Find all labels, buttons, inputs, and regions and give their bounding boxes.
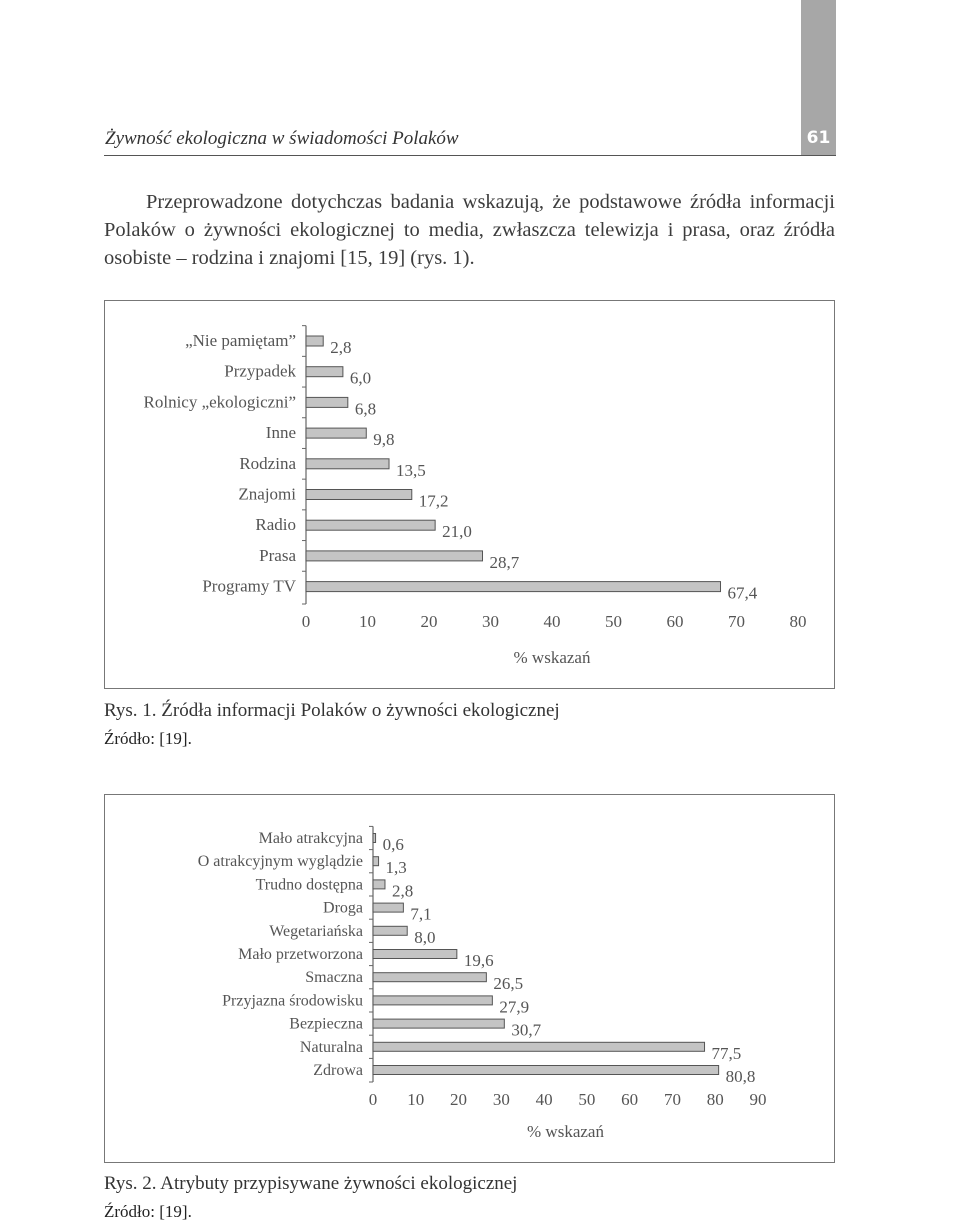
x-tick-label: 40	[535, 1090, 553, 1109]
data-label: 2,8	[391, 881, 414, 901]
category-label: Trudno dostępna	[255, 876, 363, 894]
category-label: Prasa	[259, 545, 296, 565]
category-label: Programy TV	[202, 576, 296, 596]
x-tick-label: 60	[621, 1090, 639, 1109]
bar	[373, 880, 385, 889]
data-label: 6,0	[349, 368, 372, 388]
x-tick-label: 70	[663, 1090, 681, 1109]
category-label: Mało przetworzona	[238, 946, 363, 963]
x-tick-label: 40	[543, 612, 561, 631]
data-label: 26,5	[493, 974, 524, 994]
x-tick-label: 80	[789, 612, 807, 631]
data-label: 0,6	[382, 835, 404, 854]
bar	[373, 973, 486, 982]
x-tick-label: 10	[359, 612, 376, 631]
x-tick-label: 70	[728, 612, 745, 631]
x-tick-label: 60	[666, 612, 684, 631]
x-tick-label: 80	[706, 1090, 724, 1109]
category-label: Zdrowa	[313, 1062, 363, 1079]
data-label: 6,8	[354, 399, 377, 419]
x-tick-label: 0	[368, 1090, 378, 1109]
data-label: 13,5	[396, 460, 426, 480]
bar	[373, 903, 403, 912]
data-label: 80,8	[725, 1067, 756, 1086]
bar	[373, 1066, 719, 1075]
bar	[373, 857, 379, 866]
x-axis-label: % wskazań	[527, 1122, 604, 1141]
figure-1-caption: Rys. 1. Źródła informacji Polaków o żywności ekologicznej	[104, 700, 560, 721]
category-label: Inne	[265, 423, 296, 443]
x-tick-label: 30	[492, 1090, 510, 1109]
x-tick-label: 10	[407, 1090, 425, 1109]
bar	[373, 926, 407, 935]
category-label: Przyjazna środowisku	[222, 992, 363, 1010]
category-label: Smaczna	[305, 969, 363, 987]
figure-2-source: Źródło: [19].	[104, 1202, 192, 1221]
data-label: 9,8	[373, 430, 395, 450]
bar	[373, 834, 376, 843]
category-label: Przypadek	[224, 361, 296, 381]
category-label: O atrakcyjnym wyglądzie	[197, 853, 363, 871]
bar	[373, 1019, 504, 1028]
category-label: Wegetariańska	[269, 922, 363, 940]
x-tick-label: 0	[301, 612, 311, 631]
data-label: 8,0	[414, 927, 436, 947]
data-label: 28,7	[489, 552, 520, 572]
figure-2-caption: Rys. 2. Atrybuty przypisywane żywności ekologicznej	[104, 1173, 518, 1194]
data-label: 27,9	[499, 997, 530, 1017]
category-label: Droga	[323, 899, 363, 917]
category-label: Radio	[255, 515, 296, 535]
running-title: Żywność ekologiczna w świadomości Polaków	[105, 128, 459, 149]
data-label: 17,2	[418, 491, 449, 511]
category-label: Naturalna	[299, 1038, 363, 1056]
data-label: 19,6	[463, 951, 494, 970]
category-label: Znajomi	[238, 484, 296, 504]
bar	[373, 996, 492, 1005]
category-label: Rodzina	[239, 453, 296, 473]
category-label: Mało atrakcyjna	[258, 830, 363, 847]
x-axis-label: % wskazań	[513, 648, 591, 667]
x-tick-label: 90	[749, 1090, 767, 1109]
category-label: Bezpieczna	[289, 1015, 363, 1033]
x-tick-label: 50	[578, 1090, 596, 1109]
x-tick-label: 20	[420, 612, 438, 631]
data-label: 1,3	[385, 858, 407, 878]
x-tick-label: 50	[605, 612, 622, 631]
x-tick-label: 20	[450, 1090, 468, 1109]
category-label: Rolnicy „ekologiczni”	[143, 392, 296, 412]
body-paragraph: Przeprowadzone dotychczas badania wskazują, że podstawowe źródła informacji Polaków o żywności ekologicznej to media, zwłaszcza telewizja i prasa, oraz źródła osobiste – rodzina i znajomi [15, 19] (rys. 1).	[104, 191, 835, 269]
data-label: 77,5	[711, 1043, 742, 1063]
data-label: 21,0	[442, 522, 472, 542]
figure-1-source: Źródło: [19].	[104, 729, 192, 748]
bar	[373, 1042, 705, 1051]
data-label: 2,8	[330, 338, 352, 357]
data-label: 67,4	[727, 583, 758, 603]
category-label: „Nie pamiętam”	[185, 331, 296, 350]
data-label: 7,1	[410, 904, 432, 924]
x-tick-label: 30	[482, 612, 499, 631]
data-label: 30,7	[511, 1020, 542, 1040]
bar	[373, 950, 457, 959]
page-number: 61	[806, 128, 831, 148]
